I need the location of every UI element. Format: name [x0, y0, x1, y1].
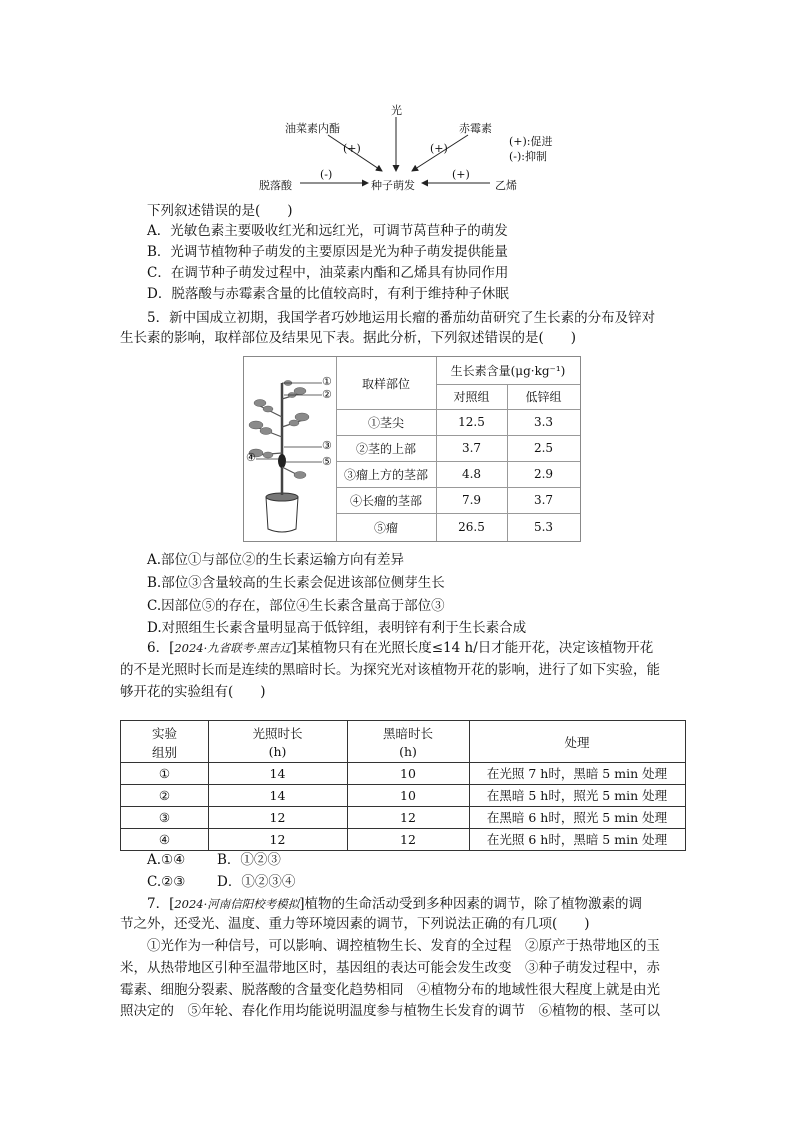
q6-option-d: D．①②③④ [217, 874, 296, 890]
label-light: 光 [391, 104, 402, 117]
q6-table [120, 720, 686, 851]
table-cell: ④ [158, 831, 171, 847]
q6-number: 6．[ [147, 640, 175, 656]
q7-stem-line1 [147, 895, 642, 914]
q5-figure-table [243, 356, 581, 542]
q6-stem-line3: 够开花的实验组有( ) [120, 684, 266, 700]
q7-body-line3: 霉素、细胞分裂素、脱落酸的含量变化趋势相同 ④植物分布的地域性很大程度上就是由光 [120, 982, 660, 998]
q4-option-b: B．光调节植物种子萌发的主要原因是光为种子萌发提供能量 [147, 244, 508, 260]
table-cell: 2.9 [533, 467, 554, 481]
table-cell: 12.5 [458, 415, 485, 429]
q7-body-line1: ①光作为一种信号，可以影响、调控植物生长、发育的全过程 ②原产于热带地区的玉 [147, 938, 660, 954]
table-cell: 3.7 [533, 493, 554, 507]
table-cell: 26.5 [458, 520, 485, 534]
table-cell: ④长瘤的茎部 [349, 493, 422, 508]
q5-option-a: A.部位①与部位②的生长素运输方向有差异 [147, 552, 405, 568]
header-light-1: 光照时长 [252, 725, 303, 741]
q5-option-d: D.对照组生长素含量明显高于低锌组，表明锌有利于生长素合成 [147, 620, 527, 636]
table-cell: ③ [158, 809, 171, 825]
col-header-part: 取样部位 [361, 376, 410, 391]
header-dark-1: 黑暗时长 [382, 725, 433, 741]
table-cell: 3.3 [533, 415, 554, 429]
q7-stem-text: ]植物的生命活动受到多种因素的调节，除了植物激素的调 [299, 896, 643, 912]
label-plus-bottom: (+) [452, 168, 470, 181]
figure-label-5: ⑤ [322, 455, 332, 468]
table-cell: 在光照 7 h时，黑暗 5 min 处理 [486, 766, 668, 781]
table-cell: 10 [400, 787, 416, 803]
q6-stem-line1 [147, 639, 653, 658]
q7-body-line4: 照决定的 ⑤年轮、春化作用均能说明温度参与植物生长发育的调节 ⑥植物的根、茎可以 [120, 1003, 660, 1019]
table-cell: ⑤瘤 [373, 520, 398, 535]
q5-option-c: C.因部位⑤的存在，部位④生长素含量高于部位③ [147, 598, 445, 614]
table-cell: ② [158, 787, 171, 803]
header-light-2: (h) [268, 744, 287, 759]
q6-source: 2024·九省联考·黑吉辽 [174, 641, 292, 655]
q5-stem-line1: 5．新中国成立初期，我国学者巧妙地运用长瘤的番茄幼苗研究了生长素的分布及锌对 [147, 310, 656, 326]
label-ethylene: 乙烯 [495, 179, 517, 192]
table-cell: 2.5 [533, 441, 554, 455]
label-brassinolide: 油菜素内酯 [285, 122, 340, 135]
q6-option-c: C.②③ [147, 874, 186, 890]
table-cell: ①茎尖 [367, 415, 404, 430]
q7-body-line2: 米，从热带地区引种至温带地区时，基因组的表达可能会发生改变 ③种子萌发过程中，赤 [120, 960, 660, 976]
q4-option-a: A．光敏色素主要吸收红光和远红光，可调节莴苣种子的萌发 [147, 223, 508, 239]
table-cell: 12 [269, 831, 286, 847]
label-abscisic: 脱落酸 [259, 179, 292, 192]
q6-option-b: B．①②③ [217, 852, 281, 868]
table-cell: 12 [400, 809, 416, 825]
table-cell: 3.7 [461, 441, 482, 455]
table-cell: 12 [269, 809, 286, 825]
legend-inhibit: (-):抑制 [509, 150, 548, 163]
label-plus-left: (+) [343, 142, 361, 155]
label-gibberellin: 赤霉素 [459, 122, 492, 135]
table-cell: ① [158, 765, 171, 781]
q4-option-c: C．在调节种子萌发过程中，油菜素内酯和乙烯具有协同作用 [147, 265, 509, 281]
header-dark-2: (h) [399, 744, 417, 759]
table-cell: 在光照 6 h时，黑暗 5 min 处理 [486, 832, 668, 847]
table-cell: 12 [400, 831, 416, 847]
figure-label-2: ② [322, 388, 332, 401]
label-germination: 种子萌发 [371, 179, 415, 192]
label-minus: (-) [320, 168, 333, 181]
table-cell: 在黑暗 6 h时，照光 5 min 处理 [486, 810, 668, 825]
col-header-content: 生长素含量(μg·kg⁻¹) [450, 364, 566, 378]
col-header-lowzinc: 低锌组 [525, 390, 562, 404]
q6-option-a: A.①④ [147, 852, 186, 868]
q7-stem-line2: 节之外，还受光、温度、重力等环境因素的调节，下列说法正确的有几项( ) [120, 916, 590, 932]
table-cell: 14 [269, 787, 286, 803]
table-cell: 14 [269, 765, 286, 781]
q5-option-b: B.部位③含量较高的生长素会促进该部位侧芽生长 [147, 575, 445, 591]
legend-promote: (+):促进 [509, 135, 553, 148]
figure-label-1: ① [322, 375, 332, 388]
table-cell: 在黑暗 5 h时，照光 5 min 处理 [486, 788, 668, 803]
q7-number: 7．[ [147, 896, 175, 912]
col-header-control: 对照组 [453, 390, 490, 404]
table-cell: ③瘤上方的茎部 [343, 467, 428, 482]
table-cell: 4.8 [461, 467, 482, 481]
q6-stem-line2: 的不是光照时长而是连续的黑暗时长。为探究光对该植物开花的影响，进行了如下实验，能 [120, 662, 660, 678]
table-cell: ②茎的上部 [355, 441, 416, 456]
table-cell: 7.9 [461, 493, 482, 507]
header-treatment: 处理 [564, 734, 590, 750]
header-group-1: 实验 [151, 725, 177, 741]
q5-stem-line2: 生长素的影响，取样部位及结果见下表。据此分析，下列叙述错误的是( ) [120, 330, 577, 346]
header-group-2: 组别 [151, 744, 177, 760]
table-cell: 10 [400, 765, 416, 781]
table-cell: 5.3 [533, 520, 554, 534]
q4-option-d: D．脱落酸与赤霉素含量的比值较高时，有利于维持种子休眠 [147, 286, 509, 302]
figure-label-4: ④ [246, 451, 256, 464]
q6-stem-text: ]某植物只有在光照长度≤14 h/日才能开花，决定该植物开花 [291, 640, 654, 656]
label-plus-right: (+) [430, 142, 448, 155]
q4-stem: 下列叙述错误的是( ) [147, 203, 293, 219]
figure-label-3: ③ [322, 439, 332, 452]
q7-source: 2024·河南信阳校考模拟 [174, 897, 300, 911]
